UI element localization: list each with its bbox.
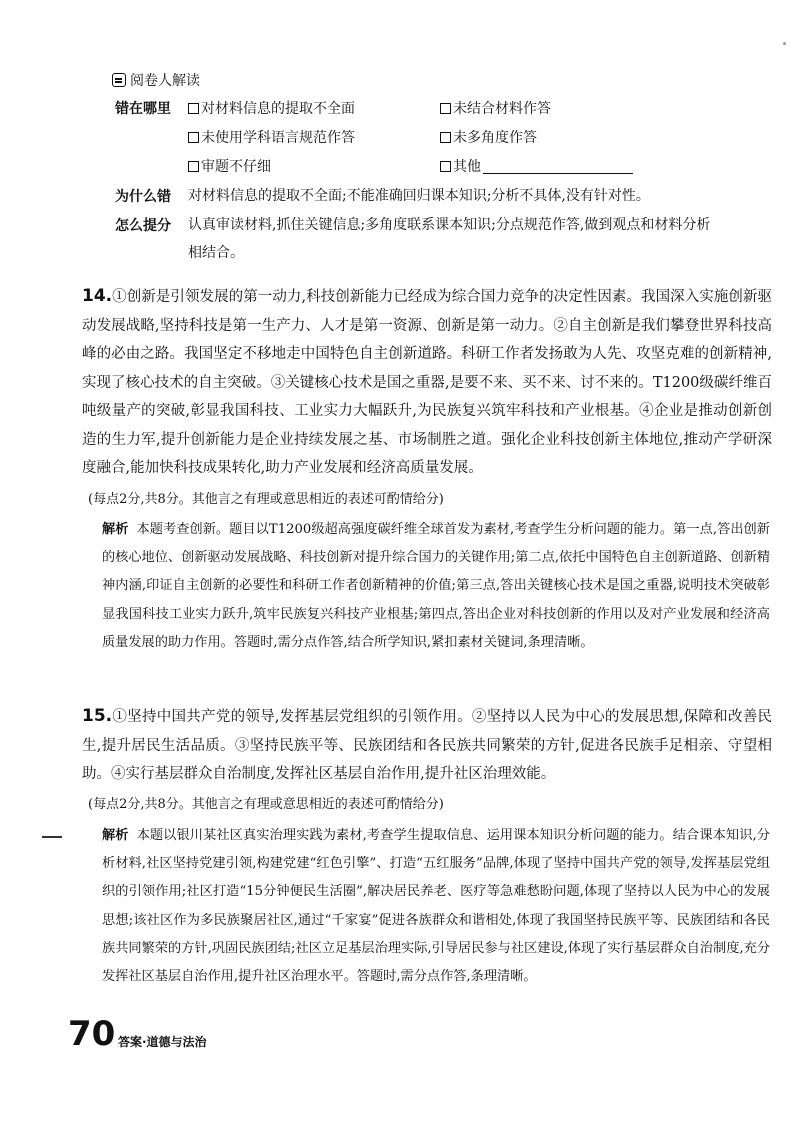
improve-text-2: 相结合。 xyxy=(188,245,244,261)
improve-text-1: 认真审读材料,抓住关键信息;多角度联系课本知识;分点规范作答,做到观点和材料分析 xyxy=(188,217,711,233)
footer-subject: 答案·道德与法治 xyxy=(118,1035,207,1049)
q14-note: (每点2分,共8分。其他言之有理或意思相近的表述可酌情给分) xyxy=(88,492,444,507)
checkbox-icon xyxy=(440,161,451,172)
checkbox-icon xyxy=(188,132,199,143)
review-title: 阅卷人解读 xyxy=(130,73,200,89)
checkbox-icon xyxy=(440,132,451,143)
option-single-angle[interactable]: 未多角度作答 xyxy=(440,127,537,147)
why-text: 对材料信息的提取不全面;不能准确回归课本知识;分析不具体,没有针对性。 xyxy=(188,188,650,204)
q15-number: 15. xyxy=(82,706,113,726)
q14-analysis: 解析 本题考查创新。题目以T1200级超高强度碳纤维全球首发为素材,考查学生分析问题的能力。第一点,答出创新的核心地位、创新驱动发展战略、科技创新对提升综合国力的关键作用;第二点,依托中国特色自主创新道路、创新精神内涵,印证自主创新的必要性和科研工作者创新精神的价值;第三点,答出关键核心技术是国之重器,说明技术突破彰显我国科技工业实力跃升,筑牢民族复兴科技产业根基;第四点,答出企业对科技创新的作用以及对产业发展和经济高质量发展的助力作用。答题时,需分点作答,结合所学知识,紧扣素材关键词,条理清晰。 xyxy=(102,522,771,650)
page-number: 70 xyxy=(68,1014,116,1054)
option-careless[interactable]: 审题不仔细 xyxy=(188,156,271,176)
improve-label: 怎么提分 xyxy=(115,218,171,234)
review-header xyxy=(112,70,200,90)
reviewer-icon xyxy=(112,73,126,87)
option-no-terms[interactable]: 未使用学科语言规范作答 xyxy=(188,127,355,147)
where-label: 错在哪里 xyxy=(115,101,171,117)
q14-number: 14. xyxy=(82,286,113,306)
checkbox-icon xyxy=(188,161,199,172)
why-label: 为什么错 xyxy=(115,189,171,205)
scan-mark xyxy=(783,42,786,45)
other-blank[interactable] xyxy=(483,159,633,174)
option-incomplete[interactable]: 对材料信息的提取不全面 xyxy=(188,98,355,118)
checkbox-icon xyxy=(188,103,199,114)
margin-mark xyxy=(42,836,62,838)
option-other[interactable]: 其他 xyxy=(440,156,633,176)
q15-analysis: 解析 本题以银川某社区真实治理实践为素材,考查学生提取信息、运用课本知识分析问题的能力。结合课本知识,分析材料,社区坚持党建引领,构建党建“红色引擎”、打造“五红服务”品牌,体现了坚持中国共产党的领导,发挥基层党组织的引领作用;社区打造“15分钟便民生活圈”,解决居民养老、医疗等急难愁盼问题,体现了坚持以人民为中心的发展思想;该社区作为多民族聚居社区,通过“千家宴”促进各族群众和谐相处,体现了我国坚持民族平等、民族团结和各民族共同繁荣的方针,巩固民族团结;社区立足基层治理实际,引导居民参与社区建设,体现了实行基层群众自治制度,充分发挥社区基层自治作用,提升社区治理水平。答题时,需分点作答,条理清晰。 xyxy=(102,828,770,985)
option-no-material[interactable]: 未结合材料作答 xyxy=(440,98,551,118)
q14-answer: 14.①创新是引领发展的第一动力,科技创新能力已经成为综合国力竞争的决定性因素。我国深入实施创新驱动发展战略,坚持科技是第一生产力、人才是第一资源、创新是第一动力。②自主创新是我们攀登世界科技高峰的必由之路。我国坚定不移地走中国特色自主创新道路。科研工作者发扬敢为人先、攻坚克难的创新精神,实现了核心技术的自主突破。③关键核心技术是国之重器,是要不来、买不来、讨不来的。T1200级碳纤维百吨级量产的突破,彰显我国科技、工业实力大幅跃升,为民族复兴筑牢科技和产业根基。④企业是推动创新创造的生力军,提升创新能力是企业持续发展之基、市场制胜之道。强化企业科技创新主体地位,推动产学研深度融合,能加快科技成果转化,助力产业发展和经济高质量发展。 xyxy=(82,286,772,476)
q15-answer: 15.①坚持中国共产党的领导,发挥基层党组织的引领作用。②坚持以人民为中心的发展思想,保障和改善民生,提升居民生活品质。③坚持民族平等、民族团结和各民族共同繁荣的方针,促进各民族手足相亲、守望相助。④实行基层群众自治制度,发挥社区基层自治作用,提升社区治理效能。 xyxy=(82,706,772,782)
q15-note: (每点2分,共8分。其他言之有理或意思相近的表述可酌情给分) xyxy=(88,797,444,812)
checkbox-icon xyxy=(440,103,451,114)
q15-analysis-label: 解析 xyxy=(102,828,129,843)
q14-analysis-label: 解析 xyxy=(102,522,129,537)
